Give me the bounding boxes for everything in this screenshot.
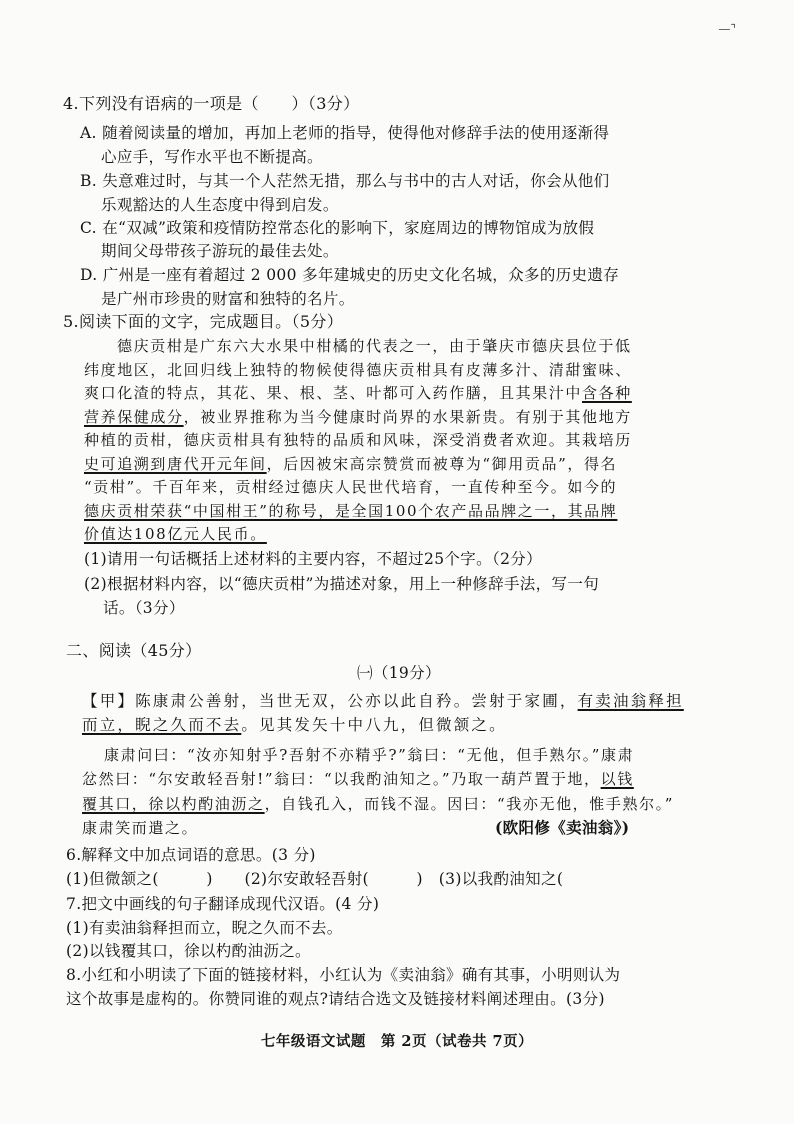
text-jia-underline-4: 覆其口，徐以杓酌油沥之 bbox=[82, 795, 265, 813]
q4-option-b: B. 失意难过时，与其一个人茫然无措，那么与书中的古人对话，你会从他们 bbox=[80, 172, 610, 190]
section-2-part-1: ㈠（19分） bbox=[357, 664, 441, 682]
text-jia-underline-2: 而立，睨之久而不去 bbox=[82, 716, 242, 734]
text-jia-line-3: 康肃问曰：“汝亦知射乎?吾射不亦精乎?”翁曰：“无他，但手熟尔。”康肃 bbox=[104, 746, 635, 764]
q4-option-c: C. 在“双减”政策和疫情防控常态化的影响下，家庭周边的博物馆成为放假 bbox=[80, 219, 595, 237]
q4-option-c-cont: 期间父母带孩子游玩的最佳去处。 bbox=[101, 242, 339, 260]
q5-subquestion-1: (1)请用一句话概括上述材料的主要内容，不超过25个字。（2分） bbox=[84, 550, 542, 568]
q6-stem: 6.解释文中加点词语的意思。(3 分) bbox=[66, 846, 316, 864]
q5-stem: 5.阅读下面的文字，完成题目。（5分） bbox=[63, 312, 344, 331]
q8-line-2: 这个故事是虚构的。你赞同谁的观点?请结合选文及链接材料阐述理由。(3分) bbox=[66, 990, 605, 1008]
q5-passage-line-7: “贡柑”。千百年来，贡柑经过德庆人民世代培育，一直传种至今。如今的 bbox=[84, 478, 618, 496]
q5-subquestion-2-cont: 话。（3分） bbox=[103, 599, 185, 617]
q5-passage-line-1: 德庆贡柑是广东六大水果中柑橘的代表之一，由于肇庆市德庆县位于低 bbox=[117, 337, 632, 355]
q4-option-d-cont: 是广州市珍贵的财富和独特的名片。 bbox=[101, 290, 355, 308]
q8-line-1: 8.小红和小明读了下面的链接材料，小红认为《卖油翁》确有其事，小明则认为 bbox=[66, 966, 621, 984]
q7-sentence-1: (1)有卖油翁释担而立，睨之久而不去。 bbox=[66, 919, 343, 937]
q5-passage-line-8: 德庆贡柑荣获“中国柑王”的称号，是全国100个农产品品牌之一，其品牌 bbox=[84, 502, 618, 520]
text-jia-underline-1: 有卖油翁释担 bbox=[577, 692, 684, 710]
text-jia-line-1-text: 【甲】陈康肃公善射，当世无双，公亦以此自矜。尝射于家圃， bbox=[82, 692, 578, 710]
page-footer: 七年级语文试题 第 2页（试卷共 7页） bbox=[260, 1033, 534, 1050]
q6-items: (1)但微颔之( ) (2)尔安敢轻吾射( ) (3)以我酌油知之( bbox=[66, 870, 564, 888]
q5-passage-line-2: 纬度地区，北回归线上独特的物候使得德庆贡柑具有皮薄多汁、清甜蜜味、 bbox=[84, 361, 632, 379]
q5-passage-line-6 bbox=[84, 453, 617, 475]
q4-option-a: A. 随着阅读量的增加，再加上老师的指导，使得他对修辞手法的使用逐渐得 bbox=[80, 124, 610, 142]
q5-underlined-phrase-3: 史可追溯到唐代开元年间 bbox=[84, 455, 267, 473]
q4-option-b-cont: 乐观豁达的人生态度中得到启发。 bbox=[101, 196, 339, 214]
text-jia-line-5-text: ，自钱孔入，而钱不湿。因曰：“我亦无他，惟手熟尔。” bbox=[264, 795, 675, 813]
text-jia-line-6: 康肃笑而遣之。 bbox=[82, 819, 199, 837]
text-jia-line-4 bbox=[82, 768, 634, 790]
q5-passage-line-4-text: ，被业界推称为当今健康时尚界的水果新贵。有别于其他地方 bbox=[183, 408, 632, 426]
q5-underlined-phrase-1: 含各种 bbox=[582, 384, 632, 402]
q5-passage-line-5: 种植的贡柑，德庆贡柑具有独特的品质和风味，深受消费者欢迎。其栽培历 bbox=[84, 431, 632, 449]
q5-passage-line-4 bbox=[84, 406, 632, 428]
text-jia-line-2-text: 。见其发矢十中八九，但微颔之。 bbox=[241, 716, 507, 734]
text-jia-line-4-text: 忿然曰：“尔安敢轻吾射!”翁曰：“以我酌油知之。” bbox=[82, 770, 452, 788]
q4-option-a-cont: 心应手，写作水平也不断提高。 bbox=[101, 148, 323, 166]
q4-option-d: D. 广州是一座有着超过 2 000 多年建城史的历史文化名城，众多的历史遗存 bbox=[80, 266, 620, 284]
section-2-heading: 二、阅读（45分） bbox=[66, 641, 202, 660]
text-jia-line-2 bbox=[82, 714, 507, 736]
q5-passage-line-9: 价值达108亿元人民币。 bbox=[84, 525, 267, 543]
text-jia-source: (欧阳修《卖油翁》) bbox=[495, 818, 630, 837]
q4-stem: 4.下列没有语病的一项是（ ）（3分） bbox=[63, 94, 360, 113]
q7-stem: 7.把文中画线的句子翻译成现代汉语。(4 分) bbox=[66, 895, 380, 913]
q5-passage-line-6-text: ，后因被宋高宗赞赏而被尊为“御用贡品”，得名 bbox=[266, 455, 618, 473]
corner-mark: —⌝ bbox=[718, 22, 736, 36]
text-jia-line-4-text-b: 乃取一葫芦置于地， bbox=[451, 770, 601, 788]
text-jia-line-5 bbox=[82, 793, 674, 815]
text-jia-underline-3: 以钱 bbox=[600, 770, 634, 788]
q5-underlined-phrase-2: 营养保健成分 bbox=[84, 408, 184, 426]
q5-passage-line-3 bbox=[84, 382, 632, 404]
q7-sentence-2: (2)以钱覆其口，徐以杓酌油沥之。 bbox=[66, 942, 311, 960]
q5-subquestion-2: (2)根据材料内容，以“德庆贡柑”为描述对象，用上一种修辞手法，写一句 bbox=[84, 575, 600, 593]
q5-passage-line-3-text: 爽口化渣的特点，其花、果、根、茎、叶都可入药作膳，且其果汁中 bbox=[84, 384, 583, 402]
text-jia-line-1 bbox=[82, 690, 684, 712]
